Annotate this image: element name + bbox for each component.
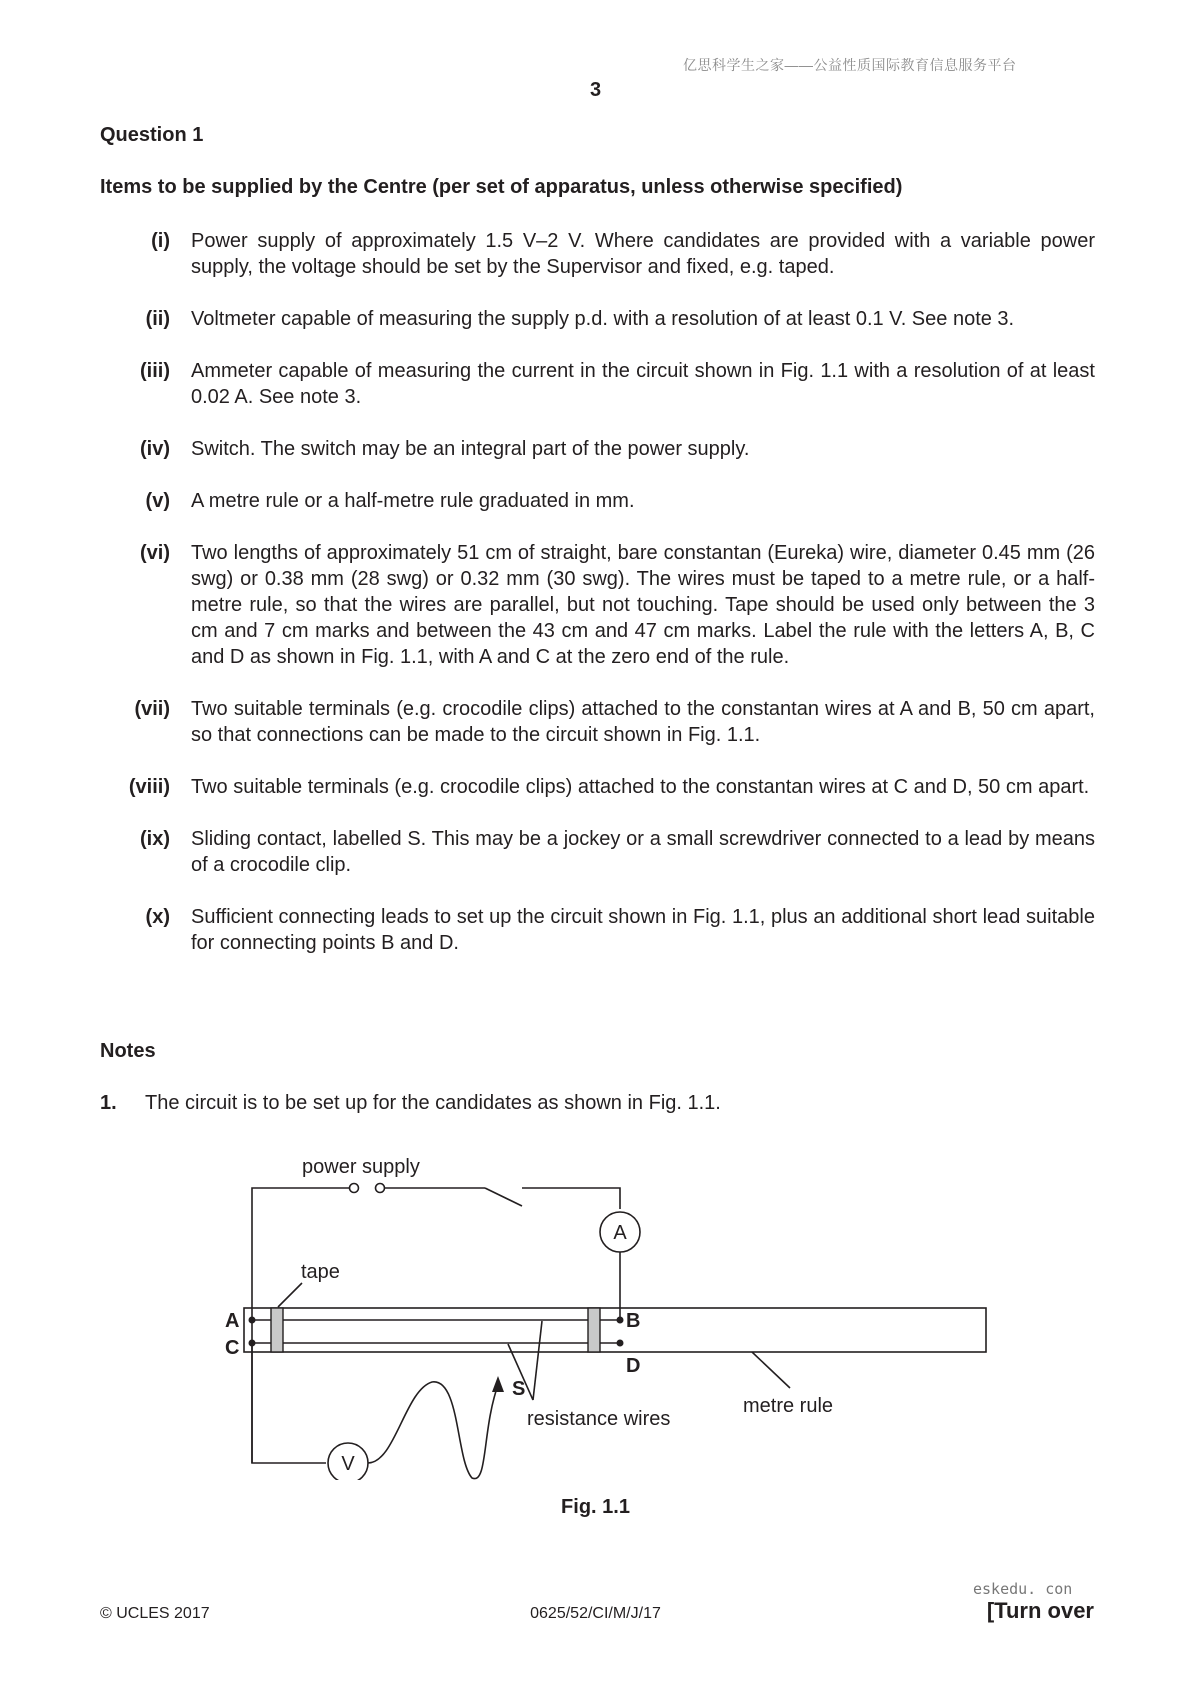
- item-number: (iii): [140, 360, 170, 382]
- item-number: (ix): [140, 828, 170, 850]
- terminal-c: [249, 1340, 256, 1347]
- terminal-d: [617, 1340, 624, 1347]
- item-number: (vi): [140, 542, 170, 564]
- item-text: Ammeter capable of measuring the current in the circuit shown in Fig. 1.1 with a resolution of at least 0.02 A. See note 3.: [191, 360, 1095, 408]
- watermark-text: 亿思科学生之家——公益性质国际教育信息服务平台: [683, 57, 1017, 73]
- wire-top-left: [252, 1188, 350, 1463]
- item-number: (viii): [128, 776, 170, 798]
- note-1: [100, 1092, 721, 1115]
- list-item: [100, 774, 1095, 800]
- item-number: (x): [145, 906, 170, 928]
- footer-copyright: © UCLES 2017: [100, 1605, 210, 1622]
- item-text: Power supply of approximately 1.5 V–2 V. Where candidates are provided with a variable power supply, the voltage should be set by the Supervisor and fixed, e.g. taped.: [191, 230, 1095, 278]
- label-s: S: [512, 1378, 526, 1400]
- list-item: [100, 540, 1095, 670]
- terminal-b: [617, 1317, 624, 1324]
- item-text: Two suitable terminals (e.g. crocodile clips) attached to the constantan wires at A and B, 50 cm apart, so that connections can be made to the circuit shown in Fig. 1.1.: [191, 698, 1095, 746]
- note-text: The circuit is to be set up for the candidates as shown in Fig. 1.1.: [145, 1092, 721, 1114]
- switch-lever: [485, 1188, 522, 1206]
- label-c: C: [225, 1337, 240, 1359]
- item-text: Sufficient connecting leads to set up the circuit shown in Fig. 1.1, plus an additional short lead suitable for connecting points B and D.: [191, 906, 1095, 954]
- figure-caption: Fig. 1.1: [561, 1496, 630, 1518]
- notes-title: Notes: [100, 1040, 156, 1062]
- label-resistance-wires: resistance wires: [527, 1408, 671, 1430]
- tape-left: [271, 1308, 283, 1352]
- list-item: [100, 696, 1095, 748]
- items-list: [100, 228, 1095, 982]
- label-power-supply: power supply: [302, 1156, 420, 1178]
- list-item: [100, 228, 1095, 280]
- tape-right: [588, 1308, 600, 1352]
- list-item: [100, 306, 1095, 332]
- item-text: Two suitable terminals (e.g. crocodile clips) attached to the constantan wires at C and D, 50 cm apart.: [191, 776, 1090, 798]
- item-number: (v): [145, 490, 170, 512]
- item-text: Two lengths of approximately 51 cm of straight, bare constantan (Eureka) wire, diameter 0.45 mm (26 swg) or 0.38 mm (28 swg) or 0.32 mm (30 swg). The wires must be taped to a metre rule, or a half-metre rule, so that the wires are parallel, but not touching. Tape should be used only between the 3 cm and 7 cm marks and between the 43 cm and 47 cm marks. Label the rule with the letters A, B, C and D as shown in Fig. 1.1, with A and C at the zero end of the rule.: [191, 542, 1095, 668]
- sliding-contact-arrowhead: [492, 1376, 504, 1392]
- label-voltmeter: V: [341, 1453, 355, 1475]
- footer-code: 0625/52/CI/M/J/17: [530, 1605, 661, 1622]
- item-text: Sliding contact, labelled S. This may be a jockey or a small screwdriver connected to a lead by means of a crocodile clip.: [191, 828, 1095, 876]
- question-title: Question 1: [100, 124, 204, 146]
- item-text: A metre rule or a half-metre rule graduated in mm.: [191, 490, 635, 512]
- item-text: Voltmeter capable of measuring the supply p.d. with a resolution of at least 0.1 V. See note 3.: [191, 308, 1015, 330]
- terminal-a: [249, 1317, 256, 1324]
- turn-over-label: [Turn over: [986, 1598, 1094, 1623]
- rule-pointer: [752, 1352, 790, 1388]
- label-metre-rule: metre rule: [743, 1395, 834, 1417]
- wire-flying-lead: [368, 1382, 498, 1479]
- tape-pointer: [278, 1283, 302, 1307]
- item-text: Switch. The switch may be an integral part of the power supply.: [191, 438, 750, 460]
- label-b: B: [626, 1310, 641, 1332]
- item-number: (ii): [145, 308, 170, 330]
- list-item: [100, 904, 1095, 956]
- items-heading: Items to be supplied by the Centre (per set of apparatus, unless otherwise specified): [100, 176, 903, 198]
- circuit-diagram: [200, 1140, 1020, 1480]
- list-item: [100, 358, 1095, 410]
- label-a: A: [225, 1310, 240, 1332]
- list-item: [100, 488, 1095, 514]
- wire-pointer-2: [533, 1321, 542, 1400]
- page-number: 3: [589, 79, 602, 101]
- metre-rule: [244, 1308, 986, 1352]
- label-ammeter: A: [613, 1222, 627, 1244]
- power-terminal-left: [350, 1184, 359, 1193]
- item-number: (vii): [134, 698, 170, 720]
- label-tape: tape: [301, 1261, 340, 1283]
- wire-top-right: [522, 1188, 620, 1209]
- list-item: [100, 436, 1095, 462]
- item-number: (iv): [140, 438, 170, 460]
- wire-voltmeter: [252, 1343, 326, 1463]
- power-terminal-right: [376, 1184, 385, 1193]
- note-number: 1.: [100, 1092, 117, 1114]
- item-number: (i): [151, 230, 170, 252]
- list-item: [100, 826, 1095, 878]
- label-d: D: [626, 1355, 641, 1377]
- footer-site: eskedu. con: [973, 1580, 1073, 1598]
